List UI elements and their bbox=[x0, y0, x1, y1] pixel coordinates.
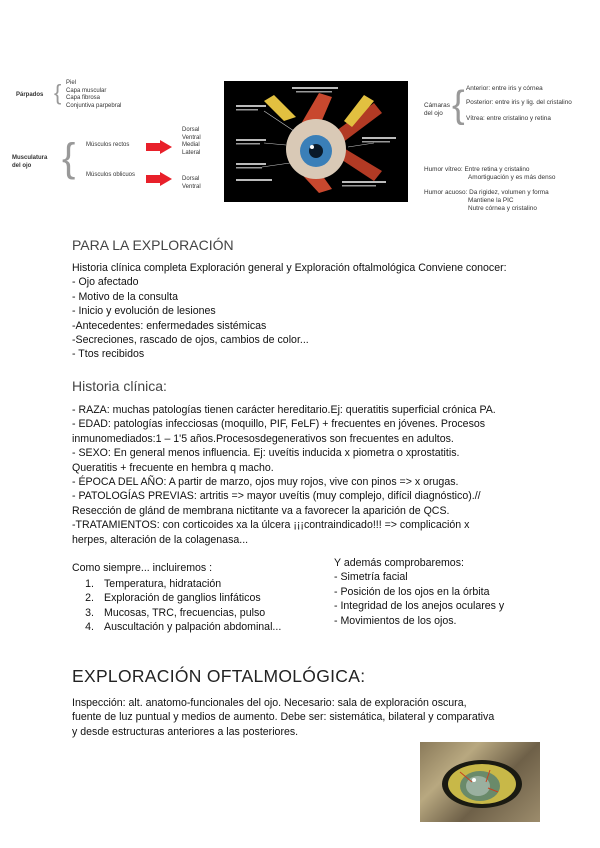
label-mark bbox=[342, 185, 376, 187]
humor-vitreo-line: Amortiguación y es más denso bbox=[468, 174, 556, 181]
eye-reflection bbox=[472, 778, 476, 782]
ademas-intro: Y además comprobaremos: bbox=[334, 557, 464, 569]
eye-opacity bbox=[466, 776, 490, 796]
humor-acuoso-line: Humor acuoso: Da rigidez, volumen y forma bbox=[424, 189, 549, 196]
rectos-item: Lateral bbox=[182, 149, 201, 156]
oblicuos-item: Ventral bbox=[182, 183, 201, 190]
humor-vitreo bbox=[424, 166, 555, 182]
label-mark bbox=[362, 137, 396, 139]
label-mark bbox=[296, 91, 332, 93]
exploracion-intro: Historia clínica completa Exploración general y Exploración oftalmológica Conviene conocer: bbox=[72, 262, 507, 274]
siempre-num: 2. bbox=[85, 592, 94, 605]
label-mark bbox=[236, 167, 262, 169]
historia-title: Historia clínica: bbox=[72, 378, 167, 394]
siempre-text: Mucosas, TRC, frecuencias, pulso bbox=[104, 606, 266, 619]
ademas-item: - Posición de los ojos en la órbita bbox=[334, 585, 490, 598]
rectos-item: Ventral bbox=[182, 134, 201, 141]
siempre-num: 3. bbox=[85, 606, 94, 619]
siempre-num: 1. bbox=[85, 578, 94, 590]
siempre-text: Temperatura, hidratación bbox=[104, 578, 222, 590]
camaras-item: Posterior: entre iris y lig. del cristalino bbox=[466, 99, 572, 106]
label-mark bbox=[236, 179, 272, 181]
label-mark bbox=[236, 105, 266, 107]
historia-line: - EDAD: patologías infecciosas (moquillo, PIF, FeLF) + frecuentes en jóvenes. Procesos bbox=[72, 418, 486, 431]
historia-line: Queratitis + frecuente en hembra q macho. bbox=[72, 461, 274, 474]
humor-acuoso-line: Nutre córnea y cristalino bbox=[468, 205, 537, 212]
siempre-list bbox=[72, 577, 281, 635]
highlight bbox=[310, 145, 314, 149]
historia-line: - PATOLOGÍAS PREVIAS: artritis => mayor uveítis (muy complejo, difícil diagnóstico).// bbox=[72, 490, 481, 503]
siempre-text: Auscultación y palpación abdominal... bbox=[104, 621, 282, 634]
exploracion-item: -Antecedentes: enfermedades sistémicas bbox=[72, 319, 267, 332]
camaras-label: Cámaras del ojo bbox=[424, 102, 450, 117]
humor-acuoso bbox=[424, 189, 549, 213]
camaras-brace: { bbox=[452, 84, 465, 126]
siempre-text: Exploración de ganglios linfáticos bbox=[104, 592, 261, 605]
label-mark bbox=[342, 181, 386, 183]
label-mark bbox=[292, 87, 338, 89]
historia-line: Resección de glánd de membrana nictitante va a favorecer la aparición de QCS. bbox=[72, 504, 450, 517]
parpados-label: Párpados bbox=[16, 92, 44, 98]
humor-vitreo-line: Humor vítreo: Entre retina y cristalino bbox=[424, 166, 530, 173]
exploracion-title: PARA LA EXPLORACIÓN bbox=[72, 237, 234, 253]
historia-line: - RAZA: muchas patologías tienen carácter hereditario.Ej: queratitis superficial crónica PA. bbox=[72, 404, 496, 416]
rectos-arrow-icon bbox=[146, 140, 172, 154]
label-mark bbox=[236, 109, 258, 111]
oftalmologica-line: Inspección: alt. anatomo-funcionales del ojo. Necesario: sala de exploración oscura, bbox=[72, 697, 467, 709]
musculatura-brace: { bbox=[62, 136, 76, 180]
siempre-num: 4. bbox=[85, 621, 94, 634]
fat-tissue bbox=[264, 95, 296, 121]
eye-photo-illustration bbox=[420, 742, 540, 822]
oftalmologica-line: fuente de luz puntual y medios de aumento. Debe ser: sistemática, bilateral y comparativa bbox=[72, 711, 495, 724]
parpados-list bbox=[66, 80, 121, 110]
exploracion-item: -Secreciones, rascado de ojos, cambios de color... bbox=[72, 334, 309, 347]
rectos-label: Músculos rectos bbox=[86, 142, 130, 148]
oftalmologica-title: EXPLORACIÓN OFTALMOLÓGICA: bbox=[72, 666, 366, 686]
oblicuos-item: Dorsal bbox=[182, 176, 200, 182]
oblicuos-arrow bbox=[146, 172, 172, 186]
parpados-item: Capa muscular bbox=[66, 87, 107, 94]
camaras-item: Vítrea: entre cristalino y retina bbox=[466, 115, 551, 122]
siempre-item bbox=[72, 591, 281, 605]
label-mark bbox=[362, 141, 390, 143]
humor-acuoso-line: Mantiene la PIC bbox=[468, 197, 514, 204]
parpados-item: Capa fibrosa bbox=[66, 95, 101, 101]
ademas-item: - Simetría facial bbox=[334, 571, 408, 584]
ademas-item: - Movimientos de los ojos. bbox=[334, 614, 457, 627]
camaras-item: Anterior: entre iris y córnea bbox=[466, 85, 543, 92]
siempre-item bbox=[72, 606, 281, 620]
historia-line: herpes, alteración de la colagenasa... bbox=[72, 533, 249, 546]
oftalmologica-block bbox=[72, 696, 494, 739]
historia-line: inmunomediados:1 – 1'5 años.Procesosdegenerativos son frecuentes en adultos. bbox=[72, 432, 454, 445]
historia-line: - SEXO: En general menos influencia. Ej: uveítis inducida x piometra o xprostatitis. bbox=[72, 447, 460, 460]
siempre-item bbox=[72, 620, 281, 634]
eye-muscles-illustration bbox=[224, 81, 408, 202]
eye-anatomy-figure bbox=[224, 81, 408, 202]
parpados-item: Piel bbox=[66, 80, 77, 86]
eye-photo bbox=[420, 742, 540, 822]
label-mark bbox=[236, 143, 260, 145]
camaras-list bbox=[466, 85, 572, 123]
rectos-list bbox=[182, 127, 201, 157]
historia-line: -TRATAMIENTOS: con corticoides xa la úlcera ¡¡¡contraindicado!!! => complicación x bbox=[72, 519, 470, 532]
parpados-brace: { bbox=[54, 80, 62, 105]
exploracion-item: - Ojo afectado bbox=[72, 276, 139, 289]
exploracion-item: - Inicio y evolución de lesiones bbox=[72, 305, 216, 318]
siempre-item bbox=[72, 577, 281, 591]
exploracion-item: - Motivo de la consulta bbox=[72, 290, 178, 303]
ademas-block bbox=[334, 556, 504, 628]
label-mark bbox=[236, 163, 266, 165]
rectos-arrow bbox=[146, 140, 172, 154]
oblicuos-arrow-icon bbox=[146, 172, 172, 186]
musculatura-label: Musculatura del ojo bbox=[12, 155, 48, 169]
parpados-item: Conjuntiva parpebral bbox=[66, 102, 122, 109]
exploracion-block bbox=[72, 261, 507, 362]
historia-block bbox=[72, 403, 496, 547]
ademas-item: - Integridad de los anejos oculares y bbox=[334, 600, 505, 613]
exploracion-item: - Ttos recibidos bbox=[72, 348, 145, 361]
siempre-intro: Como siempre... incluiremos : bbox=[72, 562, 213, 574]
rectos-item: Medial bbox=[182, 142, 200, 148]
oblicuos-list bbox=[182, 176, 201, 191]
historia-line: - ÉPOCA DEL AÑO: A partir de marzo, ojos muy rojos, vive con pinos => x orugas. bbox=[72, 476, 459, 489]
oftalmologica-line: y desde estructuras anteriores a las posteriores. bbox=[72, 725, 299, 738]
rectos-item: Dorsal bbox=[182, 127, 200, 133]
oblicuos-label: Músculos oblicuos bbox=[86, 172, 136, 178]
label-mark bbox=[236, 139, 266, 141]
